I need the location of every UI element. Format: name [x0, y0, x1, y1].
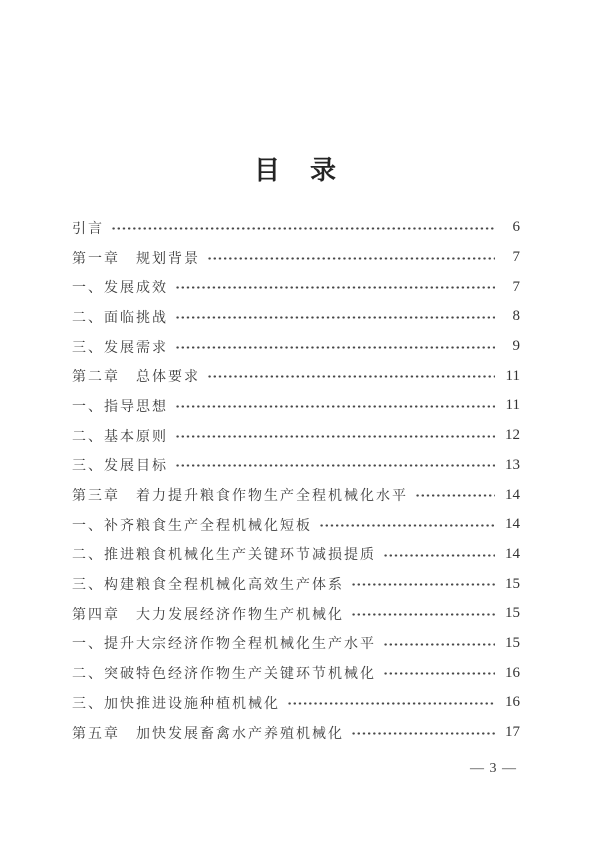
toc-dot-leader — [383, 629, 495, 659]
toc-entry-label: 一、提升大宗经济作物全程机械化生产水平 — [72, 637, 376, 653]
toc-dot-leader — [207, 361, 495, 391]
toc-dot-leader — [111, 213, 495, 243]
toc-entry — [72, 391, 520, 421]
toc-dot-leader — [383, 540, 495, 570]
toc-entry-label: 二、突破特色经济作物生产关键环节机械化 — [72, 667, 376, 683]
toc-entry-label: 二、推进粮食机械化生产关键环节减损提质 — [72, 548, 376, 564]
toc-dot-leader — [351, 569, 495, 599]
toc-entry — [72, 480, 520, 510]
toc-entry — [72, 718, 520, 748]
toc-dot-leader — [207, 243, 495, 273]
toc-entry — [72, 302, 520, 332]
toc-dot-leader — [287, 688, 495, 718]
toc-entry-label: 一、发展成效 — [72, 281, 168, 297]
page-title: 目 录 — [253, 156, 338, 185]
toc-entry-label: 三、发展需求 — [72, 340, 168, 356]
toc-page-number: 12 — [505, 427, 520, 444]
toc-page-number: 14 — [505, 486, 520, 503]
toc-entry — [72, 243, 520, 273]
toc-entry — [72, 599, 520, 629]
toc-page-number: 16 — [505, 664, 520, 681]
toc-entry — [72, 361, 520, 391]
toc-dot-leader — [415, 480, 495, 510]
toc-page-number: 15 — [505, 634, 520, 651]
toc-entry-label: 二、面临挑战 — [72, 310, 168, 326]
toc-dot-leader — [175, 391, 495, 421]
page-footer-number: — 3 — — [470, 761, 517, 776]
toc-entry — [72, 332, 520, 362]
toc-entry — [72, 569, 520, 599]
toc-dot-leader — [175, 332, 495, 362]
toc-entry-label: 引言 — [72, 221, 104, 237]
toc-page-number: 14 — [505, 545, 520, 562]
toc-entry — [72, 451, 520, 481]
toc-page-number: 7 — [512, 249, 520, 266]
toc-dot-leader — [175, 421, 495, 451]
toc-dot-leader — [175, 451, 495, 481]
toc-entry-label: 一、指导思想 — [72, 399, 168, 415]
toc-page-number: 15 — [505, 575, 520, 592]
toc-page-number: 6 — [512, 219, 520, 236]
toc-entry-label: 二、基本原则 — [72, 429, 168, 445]
toc-entry-label: 三、发展目标 — [72, 459, 168, 475]
toc-page-number: 16 — [505, 694, 520, 711]
toc-page-number: 14 — [505, 516, 520, 533]
toc-entry-label: 第三章 着力提升粮食作物生产全程机械化水平 — [72, 489, 408, 505]
toc-page-number: 7 — [512, 278, 520, 295]
toc-page-number: 9 — [512, 338, 520, 355]
toc-entry-label: 第二章 总体要求 — [72, 370, 200, 386]
toc-entry-label: 三、加快推进设施种植机械化 — [72, 696, 280, 712]
toc-page-number: 17 — [505, 724, 520, 741]
toc-entry — [72, 658, 520, 688]
toc-page-number: 13 — [505, 456, 520, 473]
toc-list — [72, 213, 520, 747]
toc-dot-leader — [319, 510, 495, 540]
toc-entry — [72, 540, 520, 570]
toc-page-number: 8 — [512, 308, 520, 325]
toc-page-number: 11 — [505, 367, 520, 384]
toc-entry — [72, 272, 520, 302]
toc-entry — [72, 510, 520, 540]
toc-dot-leader — [175, 272, 495, 302]
toc-entry-label: 第五章 加快发展畜禽水产养殖机械化 — [72, 726, 344, 742]
toc-entry — [72, 629, 520, 659]
toc-entry — [72, 213, 520, 243]
toc-entry-label: 第四章 大力发展经济作物生产机械化 — [72, 607, 344, 623]
toc-dot-leader — [351, 718, 495, 748]
toc-entry-label: 第一章 规划背景 — [72, 251, 200, 267]
toc-entry-label: 一、补齐粮食生产全程机械化短板 — [72, 518, 312, 534]
toc-page-number: 11 — [505, 397, 520, 414]
toc-dot-leader — [383, 658, 495, 688]
toc-entry-label: 三、构建粮食全程机械化高效生产体系 — [72, 578, 344, 594]
toc-entry — [72, 421, 520, 451]
toc-entry — [72, 688, 520, 718]
toc-page-number: 15 — [505, 605, 520, 622]
toc-dot-leader — [351, 599, 495, 629]
toc-dot-leader — [175, 302, 495, 332]
